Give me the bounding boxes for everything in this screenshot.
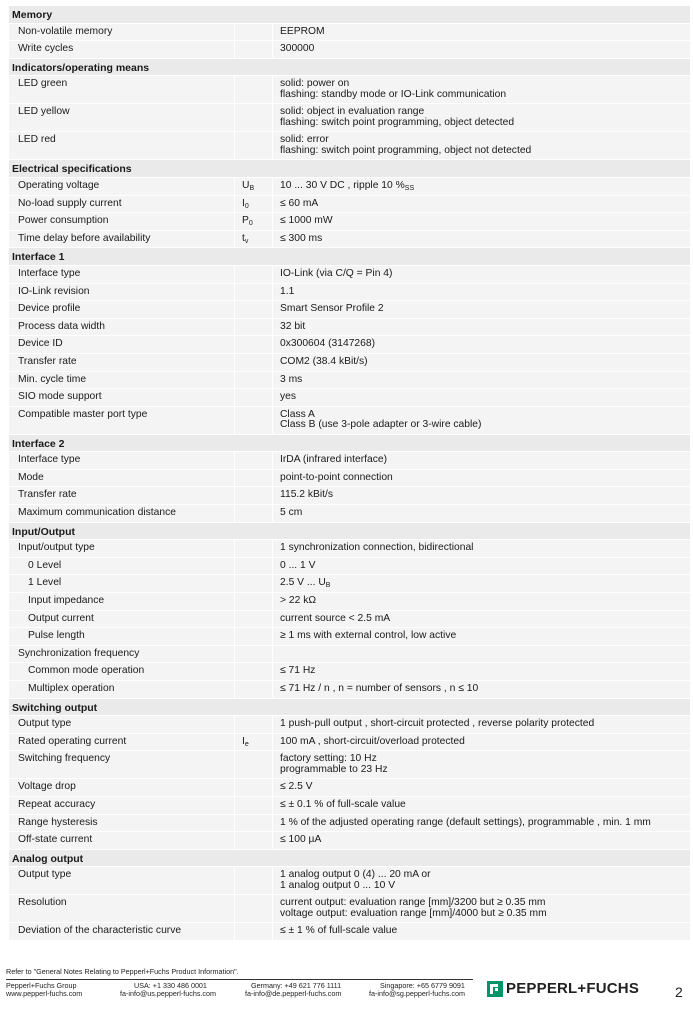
row-label: LED green (9, 76, 235, 103)
table-row (9, 797, 690, 815)
row-symbol: $P_0$ (235, 213, 273, 230)
row-label: Output type (9, 716, 235, 733)
section-header: Memory (9, 6, 690, 24)
table-row (9, 558, 690, 576)
row-symbol (235, 716, 273, 733)
row-symbol (235, 867, 273, 894)
row-symbol (235, 41, 273, 58)
row-label: Mode (9, 470, 235, 487)
row-value: current source < 2.5 mA (273, 611, 690, 628)
row-symbol (235, 24, 273, 41)
row-symbol: $I_e$ (235, 734, 273, 751)
row-label: Range hysteresis (9, 815, 235, 832)
row-value: ≤ ± 1 % of full-scale value (273, 923, 690, 940)
row-label: Device ID (9, 336, 235, 353)
row-label: Transfer rate (9, 487, 235, 504)
row-value: solid: error flashing: switch point programming, object not detected (273, 132, 690, 159)
row-symbol (235, 452, 273, 469)
row-symbol (235, 575, 273, 592)
table-row (9, 301, 690, 319)
row-symbol (235, 646, 273, 663)
row-value: current output: evaluation range [mm]/3200 but ≥ 0.35 mm voltage output: evaluation range [mm]/4000 but ≥ 0.35 mm (273, 895, 690, 922)
table-row (9, 716, 690, 734)
row-symbol (235, 751, 273, 778)
table-row (9, 663, 690, 681)
brand-logo (487, 980, 639, 997)
row-label: Multiplex operation (9, 681, 235, 698)
table-row (9, 104, 690, 132)
row-label: Output current (9, 611, 235, 628)
table-row (9, 196, 690, 214)
row-value: 115.2 kBit/s (273, 487, 690, 504)
row-value: IO-Link (via C/Q = Pin 4) (273, 266, 690, 283)
row-value: 0 ... 1 V (273, 558, 690, 575)
row-value (273, 646, 690, 663)
table-row (9, 505, 690, 523)
row-value: ≤ ± 0.1 % of full-scale value (273, 797, 690, 814)
row-value: IrDA (infrared interface) (273, 452, 690, 469)
contact-germany (245, 982, 369, 999)
table-row (9, 611, 690, 629)
contact-line: fa-info@us.pepperl-fuchs.com (120, 989, 216, 999)
row-label: IO-Link revision (9, 284, 235, 301)
table-row (9, 178, 690, 196)
row-symbol (235, 319, 273, 336)
contact-group (6, 982, 120, 999)
row-label: LED yellow (9, 104, 235, 131)
footer-contacts (6, 982, 479, 999)
table-row (9, 832, 690, 850)
contact-line: Pepperl+Fuchs Group (6, 981, 77, 990)
table-row (9, 895, 690, 923)
row-value: 300000 (273, 41, 690, 58)
row-label: Switching frequency (9, 751, 235, 778)
section-header: Indicators/operating means (9, 59, 690, 77)
row-value: 1 analog output 0 (4) ... 20 mA or 1 analog output 0 ... 10 V (273, 867, 690, 894)
row-value: 32 bit (273, 319, 690, 336)
row-symbol (235, 407, 273, 434)
table-row (9, 132, 690, 160)
row-label: Voltage drop (9, 779, 235, 796)
row-symbol (235, 663, 273, 680)
row-symbol (235, 470, 273, 487)
row-value: factory setting: 10 Hz programmable to 23 Hz (273, 751, 690, 778)
page-number: 2 (675, 984, 683, 1000)
section-header: Interface 2 (9, 435, 690, 453)
row-label: Operating voltage (9, 178, 235, 195)
row-label: Interface type (9, 266, 235, 283)
brand-name: PEPPERL+FUCHS (506, 980, 640, 997)
row-symbol (235, 681, 273, 698)
row-label: Min. cycle time (9, 372, 235, 389)
table-row (9, 336, 690, 354)
row-value: EEPROM (273, 24, 690, 41)
table-row (9, 593, 690, 611)
row-label: Power consumption (9, 213, 235, 230)
row-label: No-load supply current (9, 196, 235, 213)
contact-line: fa-info@de.pepperl-fuchs.com (245, 989, 342, 999)
row-label: 1 Level (9, 575, 235, 592)
row-symbol: $U_B$ (235, 178, 273, 195)
row-value: 3 ms (273, 372, 690, 389)
row-symbol (235, 389, 273, 406)
row-value: 10 ... 30 V DC , ripple 10 $\%_{SS}$ (273, 178, 690, 195)
row-label: Interface type (9, 452, 235, 469)
table-row (9, 815, 690, 833)
row-label: Synchronization frequency (9, 646, 235, 663)
spec-table (9, 6, 690, 941)
row-value: ≤ 2.5 V (273, 779, 690, 796)
row-symbol (235, 487, 273, 504)
row-symbol (235, 558, 273, 575)
row-symbol (235, 815, 273, 832)
table-row (9, 407, 690, 435)
row-label: Off-state current (9, 832, 235, 849)
row-symbol (235, 832, 273, 849)
row-label: Process data width (9, 319, 235, 336)
row-value: solid: object in evaluation range flashing: switch point programming, object detected (273, 104, 690, 131)
page-footer (6, 967, 690, 1000)
footer-reference: Refer to "General Notes Relating to Pepperl+Fuchs Product Information". (6, 967, 239, 976)
row-symbol (235, 132, 273, 159)
row-value: > 22 kΩ (273, 593, 690, 610)
table-row (9, 266, 690, 284)
row-value: Smart Sensor Profile 2 (273, 301, 690, 318)
row-label: Input/output type (9, 540, 235, 557)
row-value: COM2 (38.4 kBit/s) (273, 354, 690, 371)
row-label: Write cycles (9, 41, 235, 58)
row-label: Transfer rate (9, 354, 235, 371)
table-row (9, 751, 690, 779)
row-value: ≤ 71 Hz / n , n = number of sensors , n ≤ 10 (273, 681, 690, 698)
row-value: 2.5 V ... $U_B$ (273, 575, 690, 592)
table-row (9, 646, 690, 664)
row-label: Input impedance (9, 593, 235, 610)
row-value: ≤ 300 ms (273, 231, 690, 248)
table-row (9, 284, 690, 302)
section-header: Switching output (9, 699, 690, 717)
row-label: Deviation of the characteristic curve (9, 923, 235, 940)
row-symbol (235, 284, 273, 301)
row-value: 5 cm (273, 505, 690, 522)
table-row (9, 41, 690, 59)
row-symbol (235, 301, 273, 318)
row-label: SIO mode support (9, 389, 235, 406)
table-row (9, 923, 690, 941)
row-symbol (235, 76, 273, 103)
row-label: 0 Level (9, 558, 235, 575)
section-header: Analog output (9, 850, 690, 868)
row-label: Repeat accuracy (9, 797, 235, 814)
contact-line: www.pepperl-fuchs.com (6, 989, 83, 999)
row-symbol: $t_v$ (235, 231, 273, 248)
row-symbol (235, 354, 273, 371)
section-header: Input/Output (9, 523, 690, 541)
table-row (9, 452, 690, 470)
table-row (9, 231, 690, 249)
contact-line: fa-info@sg.pepperl-fuchs.com (369, 989, 465, 999)
row-value: Class A Class B (use 3-pole adapter or 3-wire cable) (273, 407, 690, 434)
section-header: Electrical specifications (9, 160, 690, 178)
row-symbol (235, 540, 273, 557)
row-symbol (235, 923, 273, 940)
row-value: 1 push-pull output , short-circuit protected , reverse polarity protected (273, 716, 690, 733)
table-row (9, 681, 690, 699)
contact-line: Germany: +49 621 776 1111 (251, 981, 342, 990)
row-value: 0x300604 (3147268) (273, 336, 690, 353)
table-row (9, 76, 690, 104)
table-row (9, 540, 690, 558)
table-row (9, 628, 690, 646)
row-value: ≤ 71 Hz (273, 663, 690, 680)
row-label: Maximum communication distance (9, 505, 235, 522)
row-label: Device profile (9, 301, 235, 318)
table-row (9, 734, 690, 752)
row-label: Resolution (9, 895, 235, 922)
row-symbol (235, 372, 273, 389)
row-symbol (235, 779, 273, 796)
row-label: Pulse length (9, 628, 235, 645)
row-symbol (235, 505, 273, 522)
row-value: ≥ 1 ms with external control, low active (273, 628, 690, 645)
row-label: Compatible master port type (9, 407, 235, 434)
table-row (9, 372, 690, 390)
row-value: 100 mA , short-circuit/overload protected (273, 734, 690, 751)
row-value: ≤ 60 mA (273, 196, 690, 213)
row-value: point-to-point connection (273, 470, 690, 487)
row-symbol (235, 611, 273, 628)
row-symbol (235, 104, 273, 131)
table-row (9, 470, 690, 488)
row-label: Time delay before availability (9, 231, 235, 248)
table-row (9, 319, 690, 337)
table-row (9, 867, 690, 895)
row-label: Common mode operation (9, 663, 235, 680)
row-symbol (235, 266, 273, 283)
footer-divider (6, 979, 473, 980)
row-symbol: $I_0$ (235, 196, 273, 213)
contact-line: USA: +1 330 486 0001 (134, 981, 207, 990)
table-row (9, 779, 690, 797)
table-row (9, 24, 690, 42)
row-symbol (235, 797, 273, 814)
row-value: ≤ 100 µA (273, 832, 690, 849)
section-header: Interface 1 (9, 248, 690, 266)
table-row (9, 213, 690, 231)
row-value: 1 synchronization connection, bidirectional (273, 540, 690, 557)
row-symbol (235, 895, 273, 922)
row-label: Non-volatile memory (9, 24, 235, 41)
contact-line: Singapore: +65 6779 9091 (380, 981, 465, 990)
row-value: ≤ 1000 mW (273, 213, 690, 230)
table-row (9, 389, 690, 407)
row-label: Output type (9, 867, 235, 894)
contact-usa (120, 982, 245, 999)
brand-mark-icon (487, 981, 503, 997)
row-value: solid: power on flashing: standby mode or IO-Link communication (273, 76, 690, 103)
row-value: 1.1 (273, 284, 690, 301)
row-value: yes (273, 389, 690, 406)
row-symbol (235, 628, 273, 645)
table-row (9, 487, 690, 505)
contact-singapore (369, 982, 479, 999)
row-label: Rated operating current (9, 734, 235, 751)
row-value: 1 % of the adjusted operating range (default settings), programmable , min. 1 mm (273, 815, 690, 832)
table-row (9, 354, 690, 372)
row-label: LED red (9, 132, 235, 159)
row-symbol (235, 593, 273, 610)
row-symbol (235, 336, 273, 353)
table-row (9, 575, 690, 593)
